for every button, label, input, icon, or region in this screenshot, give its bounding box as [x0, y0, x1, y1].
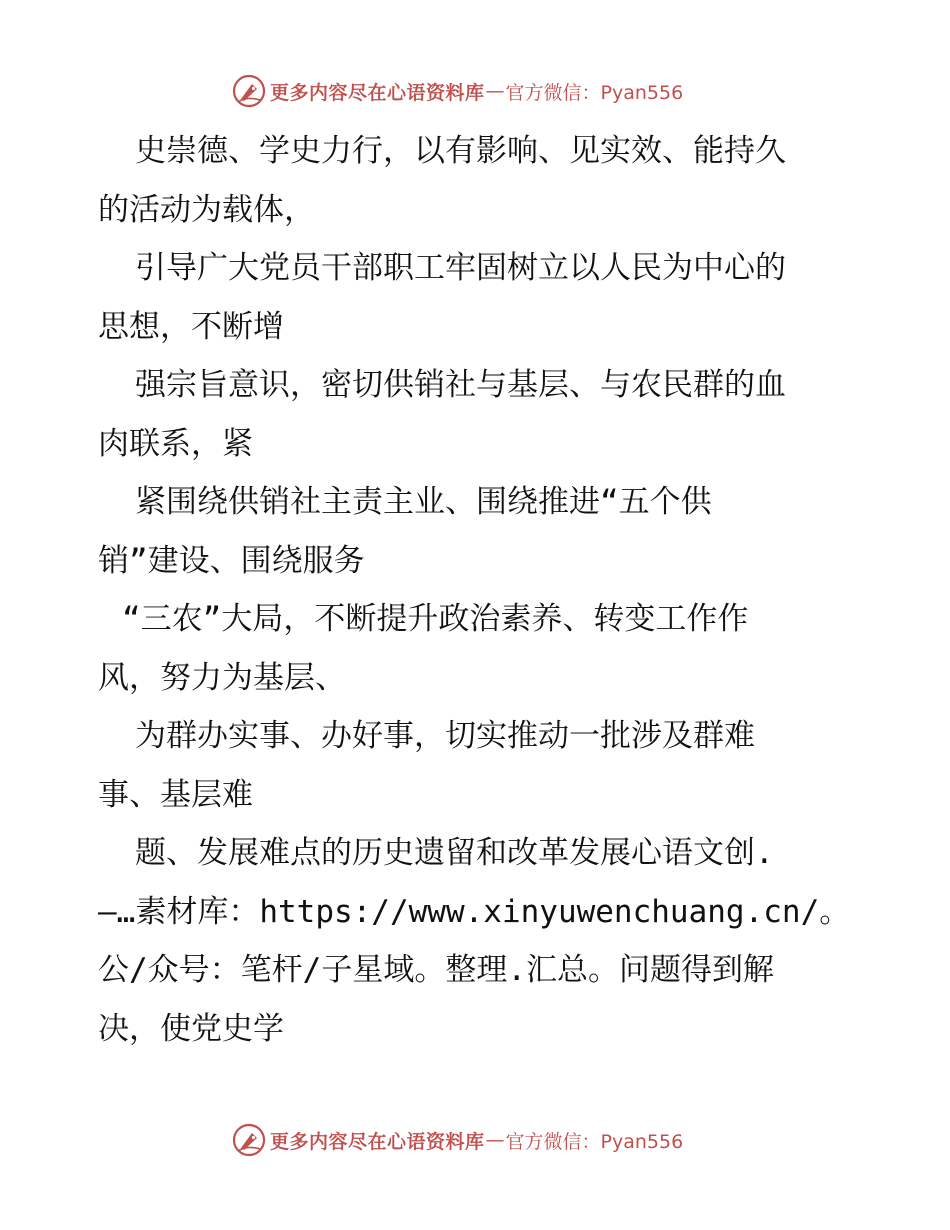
banner-title: 更多内容尽在心语资料库 — [270, 1130, 485, 1153]
paragraph-line: 事、基层难 — [98, 776, 253, 813]
banner-contact: 官方微信：Pyan556 — [505, 81, 684, 104]
pen-nib-logo-icon — [232, 74, 266, 108]
footer-watermark-banner — [232, 1120, 683, 1160]
banner-contact: 官方微信：Pyan556 — [505, 1130, 684, 1153]
pen-nib-logo-icon — [232, 1123, 266, 1157]
paragraph-line: —…素材库：https://www.xinyuwenchuang.cn/。 — [98, 893, 851, 930]
paragraph-line: 销”建设、围绕服务 — [98, 542, 365, 579]
header-watermark-banner — [232, 71, 683, 111]
paragraph-line: 风，努力为基层、 — [98, 659, 346, 696]
paragraph-line: “三农”大局，不断提升政治素养、转变工作作 — [122, 601, 749, 637]
paragraph-line: 题、发展难点的历史遗留和改革发展心语文创. — [135, 835, 774, 871]
paragraph-line: 肉联系，紧 — [98, 425, 253, 462]
paragraph-line: 思想，不断增 — [98, 308, 284, 345]
paragraph-line: 的活动为载体， — [98, 191, 315, 228]
banner-separator: — — [485, 1129, 505, 1151]
paragraph-line: 为群办实事、办好事，切实推动一批涉及群难 — [135, 718, 755, 754]
banner-title: 更多内容尽在心语资料库 — [270, 81, 485, 104]
paragraph-line: 强宗旨意识，密切供销社与基层、与农民群的血 — [135, 367, 786, 403]
paragraph-line: 决，使党史学 — [98, 1010, 284, 1047]
document-body — [98, 122, 858, 1058]
paragraph-line: 引导广大党员干部职工牢固树立以人民为中心的 — [135, 250, 786, 286]
paragraph-line: 紧围绕供销社主责主业、围绕推进“五个供 — [135, 484, 712, 520]
paragraph-line: 史崇德、学史力行，以有影响、见实效、能持久 — [135, 133, 786, 169]
banner-separator: — — [485, 80, 505, 102]
paragraph-line: 公/众号：笔杆/子星域。整理.汇总。问题得到解 — [98, 952, 774, 988]
